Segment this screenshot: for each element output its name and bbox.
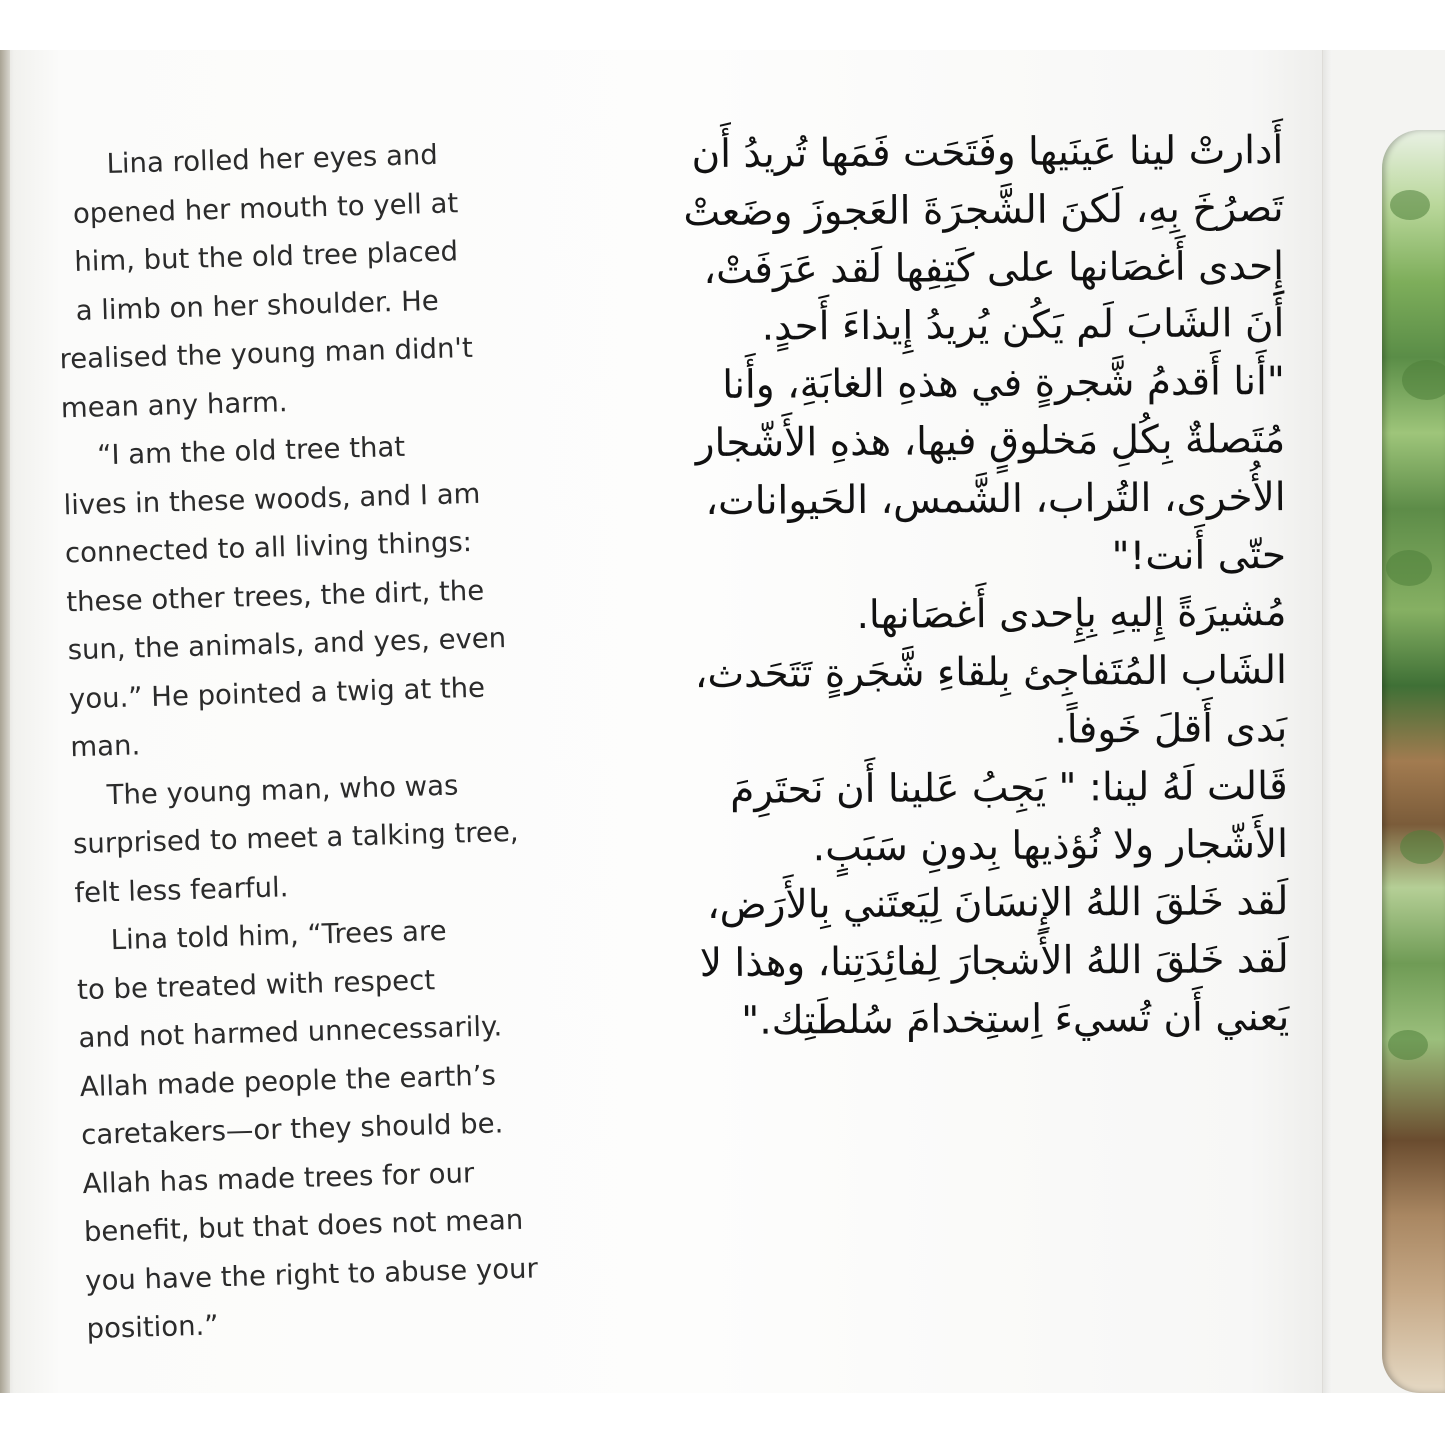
english-line: man. — [52, 729, 141, 764]
arabic-line: أَنَ الشَابَ لَم يَكُن يُريدُ إِيذاءَ أَحدٍ. — [761, 301, 1285, 351]
arabic-line: مُشيرَةً إِليهِ بِإِحدى أَغصَانها. — [856, 590, 1287, 639]
english-line: connected to all living things: — [47, 525, 473, 570]
arabic-line: "أَنا أَقدمُ شَّجرةٍ في هذهِ الغابَةِ، وأَنا — [722, 359, 1285, 409]
english-line: mean any harm. — [42, 385, 288, 425]
arabic-text-column — [583, 122, 1289, 1052]
arabic-line: قَالت لَهُ لينا: " يَجِبُ عَلينا أَن نَحتَرِمَ — [729, 763, 1288, 813]
english-line: Lina told him, “Trees are — [57, 914, 447, 958]
english-line: a limb on her shoulder. He — [40, 284, 440, 328]
arabic-line: تَصرُخَ بِهِ، لَكنَ الشَّجرَةَ العَجوزَ وضَعتْ — [683, 185, 1284, 235]
arabic-line: حتّى أَنت!" — [1111, 532, 1287, 579]
english-line: “I am the old tree that — [44, 430, 406, 473]
book-page-photo — [0, 50, 1445, 1393]
english-line: you have the right to abuse your — [67, 1251, 539, 1298]
english-line: realised the young man didn't — [41, 331, 474, 376]
english-line: felt less fearful. — [56, 870, 289, 910]
arabic-line: الشَاب المُتَفاجِئ بِلقاءِ شَّجَرةٍ تَتَحَدث، — [694, 648, 1287, 698]
arabic-line: يَعني أَن تُسيءَ اِستِخدامَ سُلطَتِك." — [741, 994, 1290, 1044]
english-line: you.” He pointed a twig at the — [51, 671, 486, 716]
arabic-line: الأَشّجار ولا نُؤذيها بِدونِ سَبَبٍ. — [812, 821, 1289, 870]
tree-illustration — [1382, 130, 1445, 1393]
english-line: Allah made people the earth’s — [61, 1059, 497, 1104]
english-line: surprised to meet a talking tree, — [55, 815, 519, 861]
arabic-line: أَدارتْ لينا عَينَيها وفَتَحَت فَمَها تُريدُ أَن — [691, 127, 1284, 178]
english-line: and not harmed unnecessarily. — [60, 1010, 503, 1055]
english-text-column — [36, 127, 590, 1354]
arabic-line: مُتَصلةٌ بِكُلِ مَخلوقٍ فيها، هذهِ الأَشّجار — [695, 416, 1286, 467]
english-line: opened her mouth to yell at — [37, 186, 459, 231]
arabic-line: الأُخرى، التُراب، الشَّمس، الحَيوانات، — [705, 474, 1286, 524]
english-line: benefit, but that does not mean — [66, 1203, 524, 1249]
english-line: to be treated with respect — [59, 963, 436, 1007]
english-line: caretakers—or they should be. — [63, 1107, 504, 1152]
english-line: sun, the animals, and yes, even — [49, 622, 507, 667]
english-line: Allah has made trees for our — [64, 1156, 475, 1201]
arabic-line: بَدى أَقلَ خَوفاً. — [1054, 705, 1288, 753]
english-line: position.” — [68, 1309, 219, 1346]
english-line: these other trees, the dirt, the — [48, 574, 485, 619]
arabic-line: لَقد خَلقَ اللهُ الإِنسَانَ لِيَعتَني بِالأَرَض، — [706, 879, 1289, 929]
english-line: The young man, who was — [53, 768, 459, 813]
arabic-line: لَقد خَلقَ اللهُ الأَشجارَ لِفائِدَتِنا، وهذا لا — [699, 937, 1290, 987]
arabic-line: إِحدى أَغصَانها على كَتِفِها لَقد عَرَفَتْ، — [703, 243, 1285, 293]
english-line: Lina rolled her eyes and — [36, 138, 439, 182]
book-binding-shadow — [0, 50, 10, 1393]
english-line: lives in these woods, and I am — [45, 477, 481, 522]
english-line: him, but the old tree placed — [38, 235, 459, 279]
